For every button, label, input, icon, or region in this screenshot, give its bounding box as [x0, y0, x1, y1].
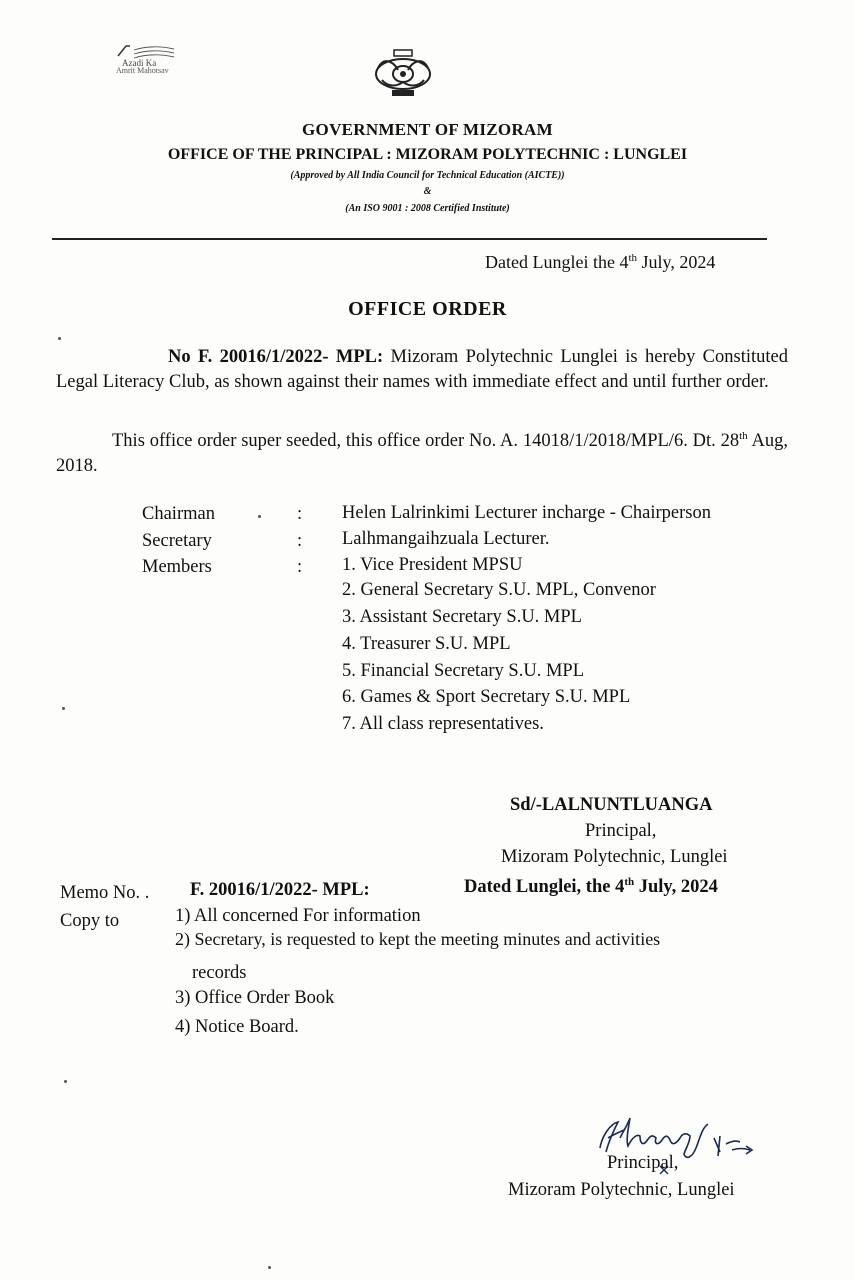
signatory-designation: Principal, — [585, 821, 657, 841]
member-item: 4. Treasurer S.U. MPL — [342, 634, 511, 654]
chairman-value: Helen Lalrinkimi Lecturer incharge - Chairperson — [342, 503, 711, 523]
copy-item: 2) Secretary, is requested to kept the meeting minutes and activities — [175, 929, 661, 949]
handwritten-signature — [590, 1108, 780, 1188]
secretary-label: Secretary — [142, 531, 212, 551]
speck — [58, 337, 61, 340]
memo-date: Dated Lunglei, the 4th July, 2024 — [464, 876, 718, 898]
state-emblem-icon — [368, 48, 438, 100]
header-government: GOVERNMENT OF MIZORAM — [302, 120, 553, 139]
azadi-ka-amrit-mahotsav-logo — [116, 44, 196, 82]
header-ampersand: & — [423, 186, 432, 197]
order-number: No F. 20016/1/2022- MPL: — [168, 347, 384, 367]
document-title: OFFICE ORDER — [348, 298, 507, 320]
member-item: 7. All class representatives. — [342, 714, 544, 734]
logo-line-1: Azadi Ka — [122, 58, 157, 68]
member-item: 3. Assistant Secretary S.U. MPL — [342, 607, 582, 627]
order-text: Mizoram Polytechnic Lunglei is hereby Constituted Legal Literacy Club, as shown against their names with immediate effect and until further order. — [56, 347, 788, 392]
member-item: 1. Vice President MPSU — [342, 555, 523, 575]
copy-item-continuation: records — [192, 963, 247, 983]
signatory-institution: Mizoram Polytechnic, Lunglei — [501, 847, 728, 867]
principal-institution: Mizoram Polytechnic, Lunglei — [508, 1180, 735, 1200]
secretary-value: Lalhmangaihzuala Lecturer. — [342, 529, 550, 549]
header-divider — [52, 238, 767, 240]
memo-number: F. 20016/1/2022- MPL: — [190, 880, 370, 900]
copy-item: 3) Office Order Book — [175, 988, 335, 1008]
speck — [268, 1266, 271, 1269]
principal-designation: Principal, — [607, 1153, 679, 1173]
order-paragraph — [56, 345, 788, 395]
header-approval: (Approved by All India Council for Technical Education (AICTE)) — [290, 170, 565, 181]
header-office: OFFICE OF THE PRINCIPAL : MIZORAM POLYTECHNIC : LUNGLEI — [167, 146, 688, 163]
speck — [64, 1080, 67, 1083]
order-date: Dated Lunglei the 4th July, 2024 — [485, 252, 716, 272]
speck — [62, 707, 65, 710]
copy-to-label: Copy to — [60, 911, 120, 931]
member-item: 2. General Secretary S.U. MPL, Convenor — [342, 580, 656, 600]
chairman-label: Chairman — [142, 504, 215, 524]
speck — [258, 515, 261, 518]
copy-item: 4) Notice Board. — [175, 1017, 299, 1037]
header-iso: (An ISO 9001 : 2008 Certified Institute) — [345, 203, 510, 214]
members-colon: : — [297, 557, 303, 577]
member-item: 5. Financial Secretary S.U. MPL — [342, 661, 584, 681]
signatory-name: Sd/-LALNUNTLUANGA — [510, 795, 713, 815]
secretary-colon: : — [297, 531, 303, 551]
logo-line-2: Amrit Mahotsav — [116, 66, 169, 75]
copy-item: 1) All concerned For information — [175, 906, 421, 926]
member-item: 6. Games & Sport Secretary S.U. MPL — [342, 687, 631, 707]
members-label: Members — [142, 557, 212, 577]
memo-label: Memo No. . — [60, 883, 150, 903]
chairman-colon: : — [297, 504, 303, 524]
supersede-paragraph: This office order super seeded, this office order No. A. 14018/1/2018/MPL/6. Dt. 28th Aug, 2018. — [56, 430, 788, 477]
